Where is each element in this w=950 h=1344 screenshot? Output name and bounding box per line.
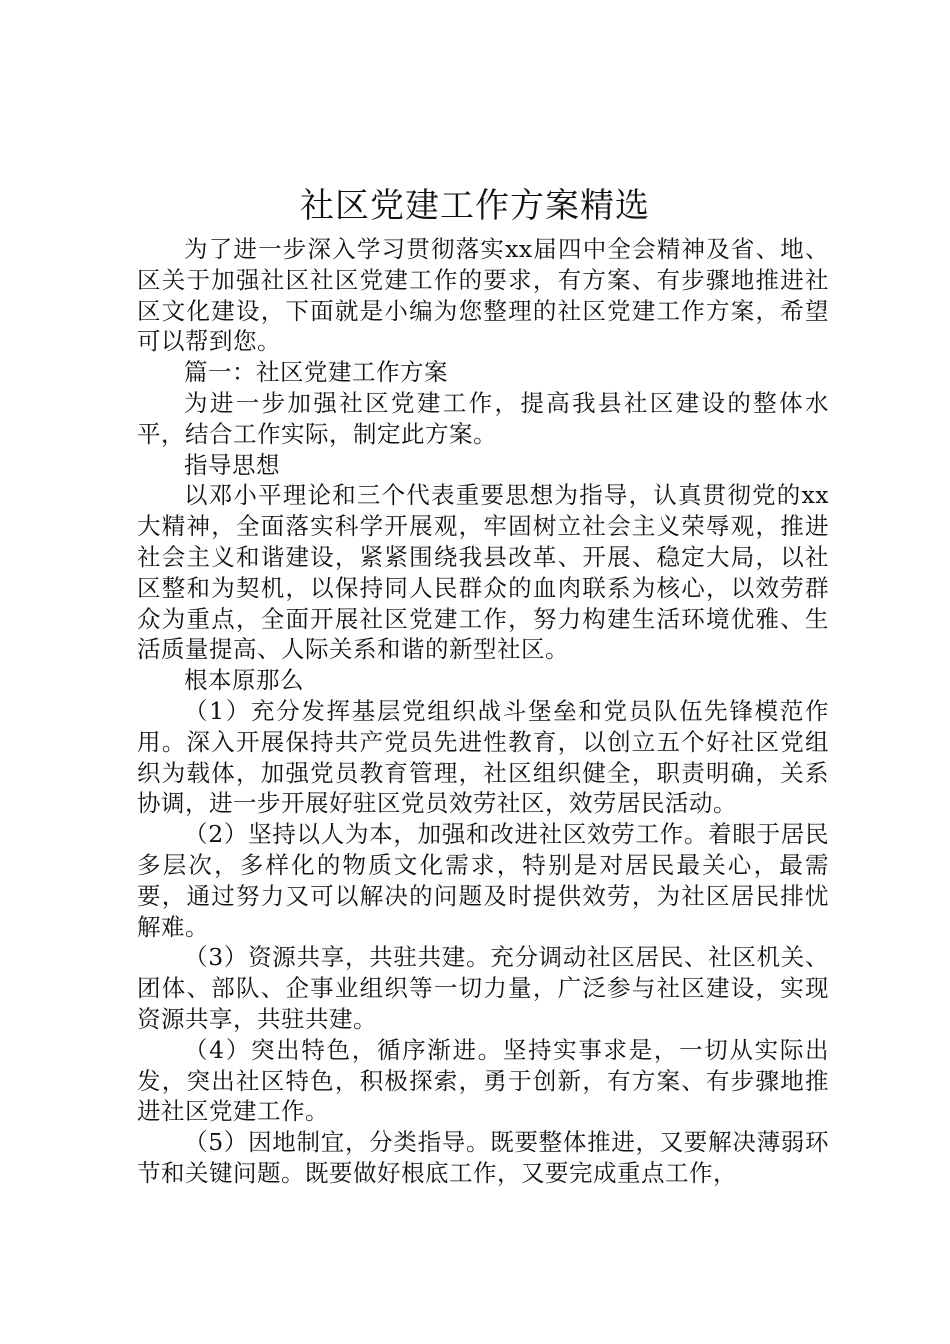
section-heading-basic-principles: 根本原那么 (184, 666, 304, 695)
principle-1-paragraph: （1）充分发挥基层党组织战斗堡垒和党员队伍先锋模范作用。深入开展保持共产党员先进性教育，以创立五个好社区党组织为载体，加强党员教育管理，社区组织健全，职责明确，关系协调，进一步开展好驻区党员效劳社区，效劳居民活动。 (137, 696, 829, 818)
principle-2-paragraph: （2）坚持以人为本，加强和改进社区效劳工作。着眼于居民多层次，多样化的物质文化需求，特别是对居民最关心，最需要，通过努力又可以解决的问题及时提供效劳，为社区居民排忧解难。 (137, 820, 829, 941)
guiding-ideology-paragraph: 以邓小平理论和三个代表重要思想为指导，认真贯彻党的xx大精神，全面落实科学开展观，牢固树立社会主义荣辱观，推进社会主义和谐建设，紧紧围绕我县改革、开展、稳定大局，以社区整和为契机，以保持同人民群众的血肉联系为核心，以效劳群众为重点，全面开展社区党建工作，努力构建生活环境优雅、生活质量提高、人际关系和谐的新型社区。 (137, 481, 829, 664)
document-body (137, 234, 829, 1189)
principle-5-paragraph: （5）因地制宜，分类指导。既要整体推进，又要解决薄弱环节和关键问题。既要做好根底工作，又要完成重点工作， (137, 1128, 829, 1187)
section-heading-part-one: 篇一：社区党建工作方案 (184, 358, 448, 387)
section-heading-guiding-ideology: 指导思想 (184, 450, 280, 479)
document-title: 社区党建工作方案精选 (300, 186, 650, 226)
purpose-paragraph: 为进一步加强社区党建工作，提高我县社区建设的整体水平，结合工作实际，制定此方案。 (137, 388, 829, 448)
principle-3-paragraph: （3）资源共享，共驻共建。充分调动社区居民、社区机关、团体、部队、企事业组织等一切力量，广泛参与社区建设，实现资源共享，共驻共建。 (137, 943, 829, 1033)
principle-4-paragraph: （4）突出特色，循序渐进。坚持实事求是，一切从实际出发，突出社区特色，积极探索，勇于创新，有方案、有步骤地推进社区党建工作。 (137, 1035, 829, 1126)
intro-paragraph: 为了进一步深入学习贯彻落实xx届四中全会精神及省、地、区关于加强社区社区党建工作的要求，有方案、有步骤地推进社区文化建设，下面就是小编为您整理的社区党建工作方案，希望可以帮到您。 (137, 235, 829, 356)
